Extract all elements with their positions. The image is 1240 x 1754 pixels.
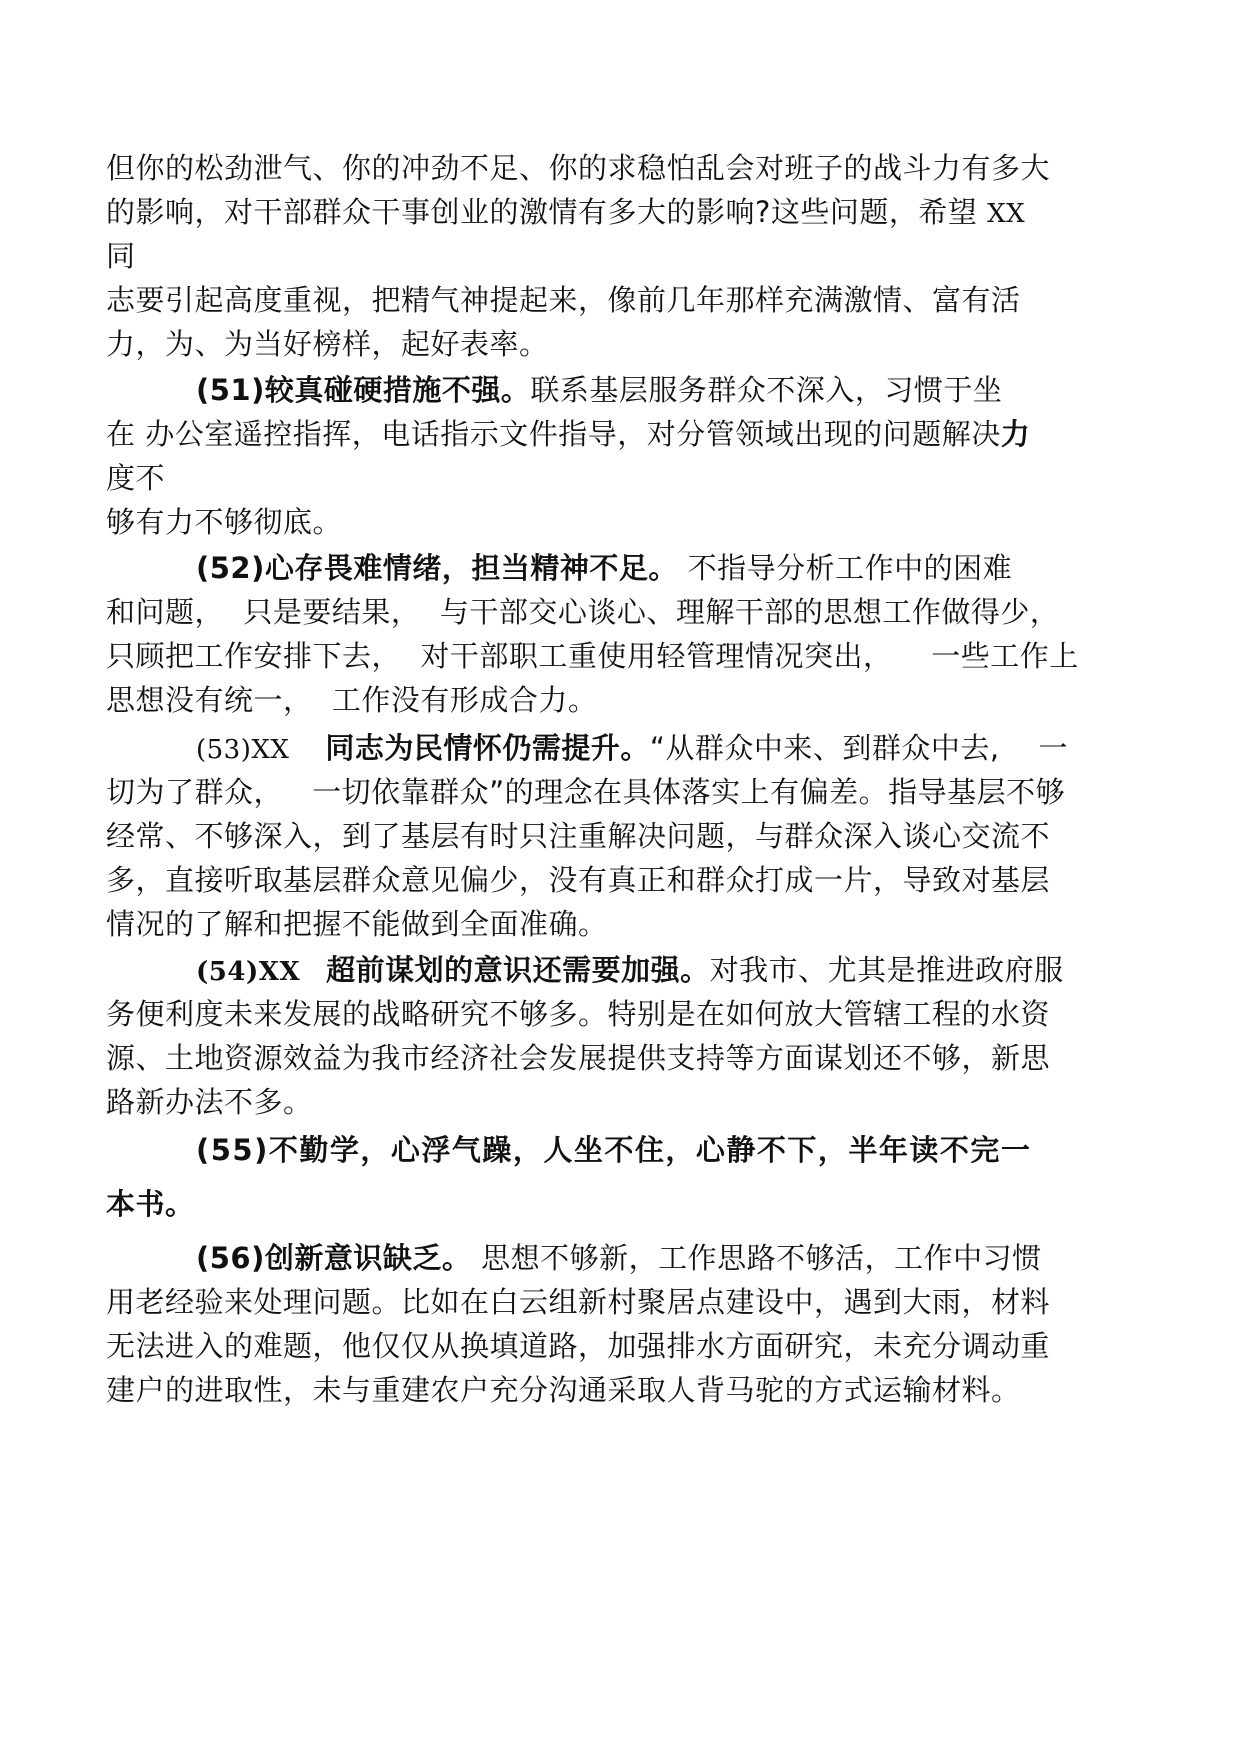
item-56-line-3: 无法进入的难题，他仅仅从换填道路，加强排水方面研究，未充分调动重 xyxy=(106,1329,1051,1363)
item-52-line-4: 思想没有统一， 工作没有形成合力。 xyxy=(106,683,598,717)
intro-line-3: 同 xyxy=(106,239,136,273)
item-53-heading: 同志为民情怀仍需提升。 xyxy=(325,731,650,765)
item-51-text-1: 联系基层服务群众不深入，习惯于坐 xyxy=(530,373,1003,407)
intro-line-1: 但你的松劲泄气、你的冲劲不足、你的求稳怕乱会对班子的战斗力有多大 xyxy=(106,151,1051,185)
item-53-num: (53)XX xyxy=(196,735,290,765)
item-52-heading: (52)心存畏难情绪，担当精神不足。 xyxy=(196,551,678,585)
item-51-line-4: 够有力不够彻底。 xyxy=(106,505,343,539)
item-56-text-1: 思想不够新，工作思路不够活，工作中习惯 xyxy=(471,1241,1042,1275)
item-53-line-5: 情况的了解和把握不能做到全面准确。 xyxy=(106,907,608,941)
intro-xx: XX xyxy=(987,199,1026,229)
item-54-line-4: 路新办法不多。 xyxy=(106,1085,313,1119)
item-54-num: (54)XX xyxy=(196,957,301,987)
item-56-heading: (56)创新意识缺乏。 xyxy=(196,1241,472,1275)
item-51-line-2 xyxy=(106,414,1030,454)
item-51-heading: (51)较真碰硬措施不强。 xyxy=(196,373,531,407)
item-53-line-1 xyxy=(196,728,1068,770)
item-54-text-1: 对我市、尤其是推进政府服 xyxy=(709,953,1064,987)
item-53-line-3: 经常、不够深入，到了基层有时只注重解决问题，与群众深入谈心交流不 xyxy=(106,819,1051,853)
item-54-heading: 超前谋划的意识还需要加强。 xyxy=(326,953,710,987)
intro-line-4: 志要引起高度重视，把精气神提起来，像前几年那样充满激情、富有活 xyxy=(106,283,1021,317)
item-54-line-1 xyxy=(196,950,1064,992)
item-56-line-2: 用老经验来处理问题。比如在白云组新村聚居点建设中，遇到大雨，材料 xyxy=(106,1285,1051,1319)
item-51-line-3: 度不 xyxy=(106,461,166,495)
item-56-line-1 xyxy=(196,1238,1042,1278)
item-51-bold-char: 力 xyxy=(1000,417,1031,451)
item-52-line-1 xyxy=(196,548,1012,588)
item-52-line-3: 只顾把工作安排下去， 对干部职工重使用轻管理情况突出， 一些工作上 xyxy=(106,639,1079,673)
intro-line-2-text: 的影响，对干部群众干事创业的激情有多大的影响?这些问题，希望 xyxy=(106,195,978,229)
item-56-line-4: 建户的进取性，未与重建农户充分沟通采取人背马驼的方式运输材料。 xyxy=(106,1373,1021,1407)
intro-line-2 xyxy=(106,192,1025,234)
item-55-line-1: (55)不勤学，心浮气躁，人坐不住，心静不下，半年读不完一 xyxy=(196,1133,1032,1167)
item-51-line-1 xyxy=(196,370,1002,410)
intro-line-5: 力，为、为当好榜样，起好表率。 xyxy=(106,327,549,361)
item-52-text-1: 不指导分析工作中的困难 xyxy=(677,551,1013,585)
item-55-line-2: 本书。 xyxy=(106,1187,195,1221)
item-53-text-1: “从群众中来、到群众中去, 一 xyxy=(649,731,1069,765)
item-54-line-3: 源、土地资源效益为我市经济社会发展提供支持等方面谋划还不够，新思 xyxy=(106,1041,1051,1075)
item-51-text-2: 在 办公室遥控指挥，电话指示文件指导，对分管领域出现的问题解决 xyxy=(106,417,1001,451)
item-52-line-2: 和问题， 只是要结果， 与干部交心谈心、理解干部的思想工作做得少， xyxy=(106,595,1060,629)
item-54-line-2: 务便利度未来发展的战略研究不够多。特别是在如何放大管辖工程的水资 xyxy=(106,997,1051,1031)
item-53-line-2: 切为了群众， 一切依靠群众”的理念在具体落实上有偏差。指导基层不够 xyxy=(106,775,1066,809)
item-53-line-4: 多，直接听取基层群众意见偏少，没有真正和群众打成一片，导致对基层 xyxy=(106,863,1051,897)
